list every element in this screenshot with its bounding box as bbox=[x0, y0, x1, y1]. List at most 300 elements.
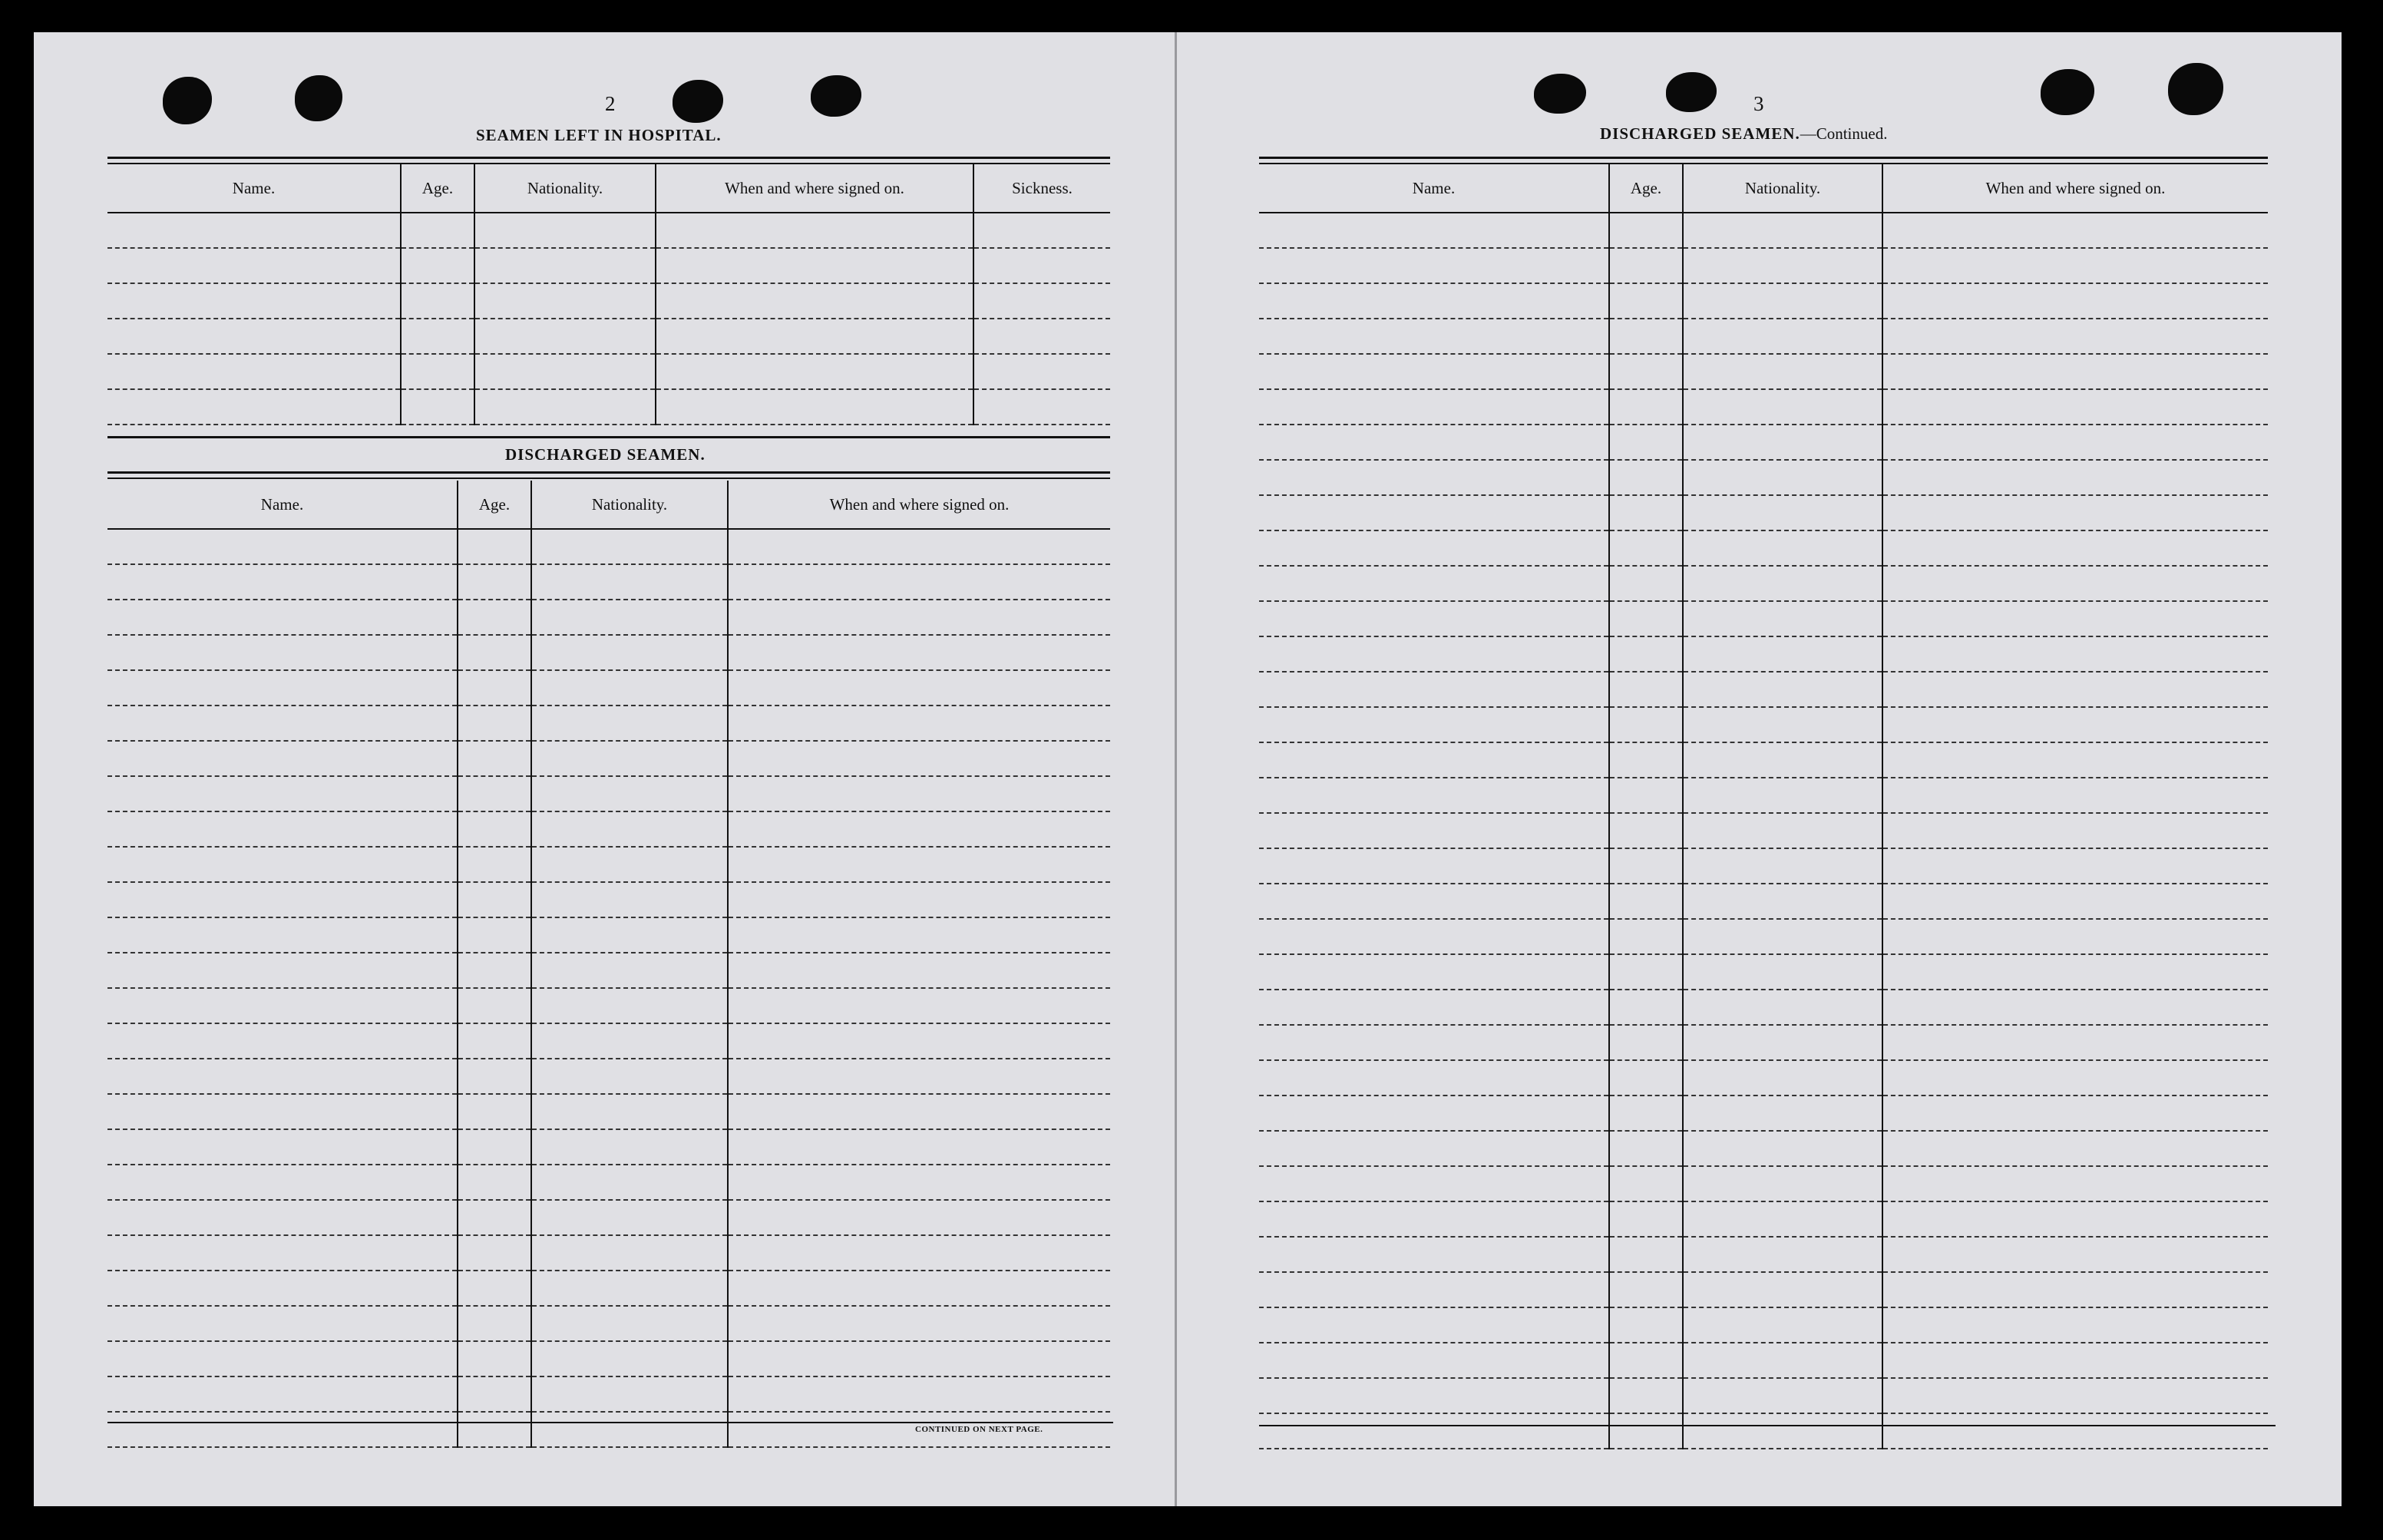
blank-entry-cell bbox=[1683, 248, 1882, 283]
blank-entry-cell bbox=[1259, 1131, 1609, 1166]
blank-entry-cell bbox=[1609, 1272, 1683, 1307]
blank-entry-cell bbox=[1882, 495, 2268, 530]
col-name: Name. bbox=[1259, 164, 1609, 213]
blank-entry-cell bbox=[531, 1094, 728, 1129]
table-row bbox=[107, 389, 1110, 425]
table-row bbox=[1259, 460, 2268, 495]
blank-entry-cell bbox=[1683, 389, 1882, 425]
blank-entry-cell bbox=[1609, 848, 1683, 884]
table-row bbox=[107, 1271, 1110, 1306]
table-row bbox=[107, 600, 1110, 635]
page-number: 3 bbox=[1753, 92, 1764, 115]
blank-entry-cell bbox=[1259, 248, 1609, 283]
blank-entry-cell bbox=[474, 389, 656, 425]
blank-entry-cell bbox=[728, 1376, 1110, 1412]
blank-entry-cell bbox=[656, 213, 973, 248]
blank-entry-cell bbox=[531, 1165, 728, 1200]
blank-entry-cell bbox=[107, 1023, 458, 1059]
blank-entry-cell bbox=[1259, 848, 1609, 884]
blank-entry-cell bbox=[1259, 354, 1609, 389]
blank-entry-cell bbox=[1609, 884, 1683, 919]
table-row bbox=[107, 564, 1110, 600]
blank-entry-cell bbox=[1259, 601, 1609, 636]
table-row bbox=[107, 882, 1110, 917]
blank-entry-cell bbox=[728, 1023, 1110, 1059]
blank-entry-cell bbox=[1683, 1025, 1882, 1060]
blank-entry-cell bbox=[107, 917, 458, 953]
blank-entry-cell bbox=[1259, 460, 1609, 495]
blank-entry-cell bbox=[728, 1306, 1110, 1341]
blank-entry-cell bbox=[1609, 283, 1683, 319]
blank-entry-cell bbox=[973, 389, 1110, 425]
blank-entry-cell bbox=[1683, 1307, 1882, 1343]
blank-entry-cell bbox=[1609, 1166, 1683, 1201]
blank-entry-cell bbox=[1882, 1378, 2268, 1413]
blank-entry-cell bbox=[531, 917, 728, 953]
blank-entry-cell bbox=[401, 248, 474, 283]
blank-entry-cell bbox=[1609, 495, 1683, 530]
blank-entry-cell bbox=[1609, 707, 1683, 742]
blank-entry-cell bbox=[1882, 566, 2268, 601]
section-rule bbox=[107, 157, 1110, 159]
blank-entry-cell bbox=[474, 319, 656, 354]
blank-entry-cell bbox=[1683, 460, 1882, 495]
blank-entry-cell bbox=[1609, 636, 1683, 672]
blank-entry-cell bbox=[1683, 495, 1882, 530]
table-row bbox=[107, 847, 1110, 882]
table-row bbox=[107, 706, 1110, 741]
blank-entry-cell bbox=[531, 1235, 728, 1271]
blank-entry-cell bbox=[107, 1094, 458, 1129]
blank-entry-cell bbox=[458, 1023, 531, 1059]
blank-entry-cell bbox=[458, 1271, 531, 1306]
blank-entry-cell bbox=[458, 1165, 531, 1200]
blank-entry-cell bbox=[1259, 919, 1609, 954]
blank-entry-cell bbox=[1609, 778, 1683, 813]
blank-entry-cell bbox=[458, 953, 531, 988]
table-row bbox=[1259, 248, 2268, 283]
table-row bbox=[1259, 425, 2268, 460]
blank-entry-cell bbox=[1882, 1272, 2268, 1307]
blank-entry-cell bbox=[531, 741, 728, 776]
blank-entry-cell bbox=[107, 564, 458, 600]
table-row bbox=[1259, 707, 2268, 742]
blank-entry-cell bbox=[1683, 1378, 1882, 1413]
blank-entry-cell bbox=[1259, 990, 1609, 1025]
blank-entry-cell bbox=[1609, 672, 1683, 707]
blank-entry-cell bbox=[728, 1129, 1110, 1165]
blank-entry-cell bbox=[458, 776, 531, 811]
blank-entry-cell bbox=[458, 529, 531, 564]
blank-entry-cell bbox=[1259, 1166, 1609, 1201]
table-row bbox=[1259, 1413, 2268, 1449]
table-row bbox=[1259, 990, 2268, 1025]
blank-entry-cell bbox=[531, 1341, 728, 1376]
blank-entry-cell bbox=[1683, 1060, 1882, 1096]
blank-entry-cell bbox=[1609, 1131, 1683, 1166]
blank-entry-cell bbox=[458, 564, 531, 600]
blank-entry-cell bbox=[1882, 742, 2268, 778]
blank-entry-cell bbox=[973, 319, 1110, 354]
table-row bbox=[1259, 389, 2268, 425]
blank-entry-cell bbox=[1609, 1413, 1683, 1449]
blank-entry-cell bbox=[458, 917, 531, 953]
col-name: Name. bbox=[107, 164, 401, 213]
blank-entry-cell bbox=[531, 1200, 728, 1235]
blank-entry-cell bbox=[656, 354, 973, 389]
blank-entry-cell bbox=[728, 917, 1110, 953]
table-row bbox=[1259, 319, 2268, 354]
blank-entry-cell bbox=[107, 776, 458, 811]
blank-entry-cell bbox=[1259, 1060, 1609, 1096]
blank-entry-cell bbox=[458, 882, 531, 917]
blank-entry-cell bbox=[531, 670, 728, 706]
blank-entry-cell bbox=[1259, 425, 1609, 460]
blank-entry-cell bbox=[728, 1200, 1110, 1235]
table-row bbox=[107, 1129, 1110, 1165]
blank-entry-cell bbox=[107, 1235, 458, 1271]
blank-entry-cell bbox=[728, 953, 1110, 988]
blank-entry-cell bbox=[1882, 354, 2268, 389]
blank-entry-cell bbox=[1683, 954, 1882, 990]
table-row bbox=[107, 1059, 1110, 1094]
table-row bbox=[107, 1341, 1110, 1376]
table-row bbox=[1259, 566, 2268, 601]
blank-entry-cell bbox=[1259, 1413, 1609, 1449]
blank-entry-cell bbox=[1683, 813, 1882, 848]
blank-entry-cell bbox=[728, 1341, 1110, 1376]
blank-entry-cell bbox=[1683, 1201, 1882, 1237]
table-row bbox=[1259, 1237, 2268, 1272]
table-row bbox=[1259, 672, 2268, 707]
blank-entry-cell bbox=[1259, 778, 1609, 813]
blank-entry-cell bbox=[531, 600, 728, 635]
blank-entry-cell bbox=[1882, 248, 2268, 283]
blank-entry-cell bbox=[458, 1094, 531, 1129]
blank-entry-cell bbox=[458, 1412, 531, 1447]
blank-entry-cell bbox=[474, 248, 656, 283]
table-row bbox=[1259, 1201, 2268, 1237]
table-row bbox=[107, 213, 1110, 248]
blank-entry-cell bbox=[401, 389, 474, 425]
blank-entry-cell bbox=[1609, 319, 1683, 354]
blank-entry-cell bbox=[531, 706, 728, 741]
blank-entry-cell bbox=[107, 635, 458, 670]
section-rule bbox=[107, 436, 1110, 438]
blank-entry-cell bbox=[1882, 672, 2268, 707]
table-row bbox=[1259, 354, 2268, 389]
blank-entry-cell bbox=[728, 776, 1110, 811]
table-row bbox=[107, 1094, 1110, 1129]
table-row bbox=[107, 1376, 1110, 1412]
blank-entry-cell bbox=[656, 283, 973, 319]
blank-entry-cell bbox=[1882, 707, 2268, 742]
blank-entry-cell bbox=[1683, 1272, 1882, 1307]
blank-entry-cell bbox=[531, 1023, 728, 1059]
blank-entry-cell bbox=[531, 1306, 728, 1341]
table-row bbox=[107, 811, 1110, 847]
col-signed-on: When and where signed on. bbox=[656, 164, 973, 213]
col-nationality: Nationality. bbox=[1683, 164, 1882, 213]
table-row bbox=[107, 776, 1110, 811]
blank-entry-cell bbox=[458, 1376, 531, 1412]
blank-entry-cell bbox=[728, 706, 1110, 741]
blank-entry-cell bbox=[1609, 954, 1683, 990]
blank-entry-cell bbox=[728, 1165, 1110, 1200]
section-rule bbox=[107, 478, 1110, 479]
blank-entry-cell bbox=[107, 988, 458, 1023]
table-row bbox=[1259, 954, 2268, 990]
page-fold bbox=[1175, 32, 1177, 1506]
section-rule bbox=[1259, 157, 2268, 159]
table-row bbox=[1259, 1343, 2268, 1378]
blank-entry-cell bbox=[728, 847, 1110, 882]
blank-entry-cell bbox=[107, 882, 458, 917]
blank-entry-cell bbox=[474, 213, 656, 248]
col-age: Age. bbox=[1609, 164, 1683, 213]
blank-entry-cell bbox=[401, 354, 474, 389]
blank-entry-cell bbox=[656, 389, 973, 425]
blank-entry-cell bbox=[1609, 1343, 1683, 1378]
blank-entry-cell bbox=[107, 1412, 458, 1447]
blank-entry-cell bbox=[1882, 1131, 2268, 1166]
table-row bbox=[1259, 213, 2268, 248]
blank-entry-cell bbox=[1609, 919, 1683, 954]
blank-entry-cell bbox=[1683, 848, 1882, 884]
col-nationality: Nationality. bbox=[531, 481, 728, 529]
table-row bbox=[107, 635, 1110, 670]
table-row bbox=[107, 319, 1110, 354]
table-row bbox=[107, 953, 1110, 988]
blank-entry-cell bbox=[1882, 1307, 2268, 1343]
blank-entry-cell bbox=[531, 635, 728, 670]
blank-entry-cell bbox=[1882, 1166, 2268, 1201]
blank-entry-cell bbox=[458, 847, 531, 882]
blank-entry-cell bbox=[107, 847, 458, 882]
blank-entry-cell bbox=[107, 213, 401, 248]
blank-entry-cell bbox=[1683, 636, 1882, 672]
blank-entry-cell bbox=[1259, 283, 1609, 319]
blank-entry-cell bbox=[1259, 1378, 1609, 1413]
col-signed-on: When and where signed on. bbox=[1882, 164, 2268, 213]
blank-entry-cell bbox=[401, 283, 474, 319]
blank-entry-cell bbox=[1609, 990, 1683, 1025]
blank-entry-cell bbox=[728, 600, 1110, 635]
table-row bbox=[1259, 601, 2268, 636]
blank-entry-cell bbox=[728, 882, 1110, 917]
blank-entry-cell bbox=[728, 529, 1110, 564]
blank-entry-cell bbox=[656, 248, 973, 283]
blank-entry-cell bbox=[1259, 1307, 1609, 1343]
hospital-table bbox=[107, 164, 1110, 425]
blank-entry-cell bbox=[728, 988, 1110, 1023]
blank-entry-cell bbox=[1609, 742, 1683, 778]
blank-entry-cell bbox=[1683, 1237, 1882, 1272]
blank-entry-cell bbox=[1259, 1343, 1609, 1378]
blank-entry-cell bbox=[1259, 1096, 1609, 1131]
table-row bbox=[107, 283, 1110, 319]
blank-entry-cell bbox=[1882, 1237, 2268, 1272]
blank-entry-cell bbox=[1259, 213, 1609, 248]
blank-entry-cell bbox=[1882, 954, 2268, 990]
blank-entry-cell bbox=[1683, 319, 1882, 354]
blank-entry-cell bbox=[458, 811, 531, 847]
blank-entry-cell bbox=[728, 1271, 1110, 1306]
blank-entry-cell bbox=[656, 319, 973, 354]
blank-entry-cell bbox=[1609, 1237, 1683, 1272]
col-signed-on: When and where signed on. bbox=[728, 481, 1110, 529]
table-row bbox=[1259, 530, 2268, 566]
blank-entry-cell bbox=[1683, 601, 1882, 636]
blank-entry-cell bbox=[107, 600, 458, 635]
blank-entry-cell bbox=[1259, 742, 1609, 778]
table-row bbox=[107, 248, 1110, 283]
table-row bbox=[1259, 495, 2268, 530]
blank-entry-cell bbox=[1609, 389, 1683, 425]
blank-entry-cell bbox=[107, 529, 458, 564]
table-row bbox=[107, 1165, 1110, 1200]
table-row bbox=[107, 741, 1110, 776]
blank-entry-cell bbox=[107, 811, 458, 847]
blank-entry-cell bbox=[107, 1129, 458, 1165]
blank-entry-cell bbox=[107, 1341, 458, 1376]
blank-entry-cell bbox=[1609, 248, 1683, 283]
blank-entry-cell bbox=[1609, 1096, 1683, 1131]
blank-entry-cell bbox=[728, 1235, 1110, 1271]
blank-entry-cell bbox=[531, 1376, 728, 1412]
table-row bbox=[1259, 813, 2268, 848]
blank-entry-cell bbox=[1259, 813, 1609, 848]
blank-entry-cell bbox=[107, 1165, 458, 1200]
section-rule bbox=[107, 471, 1110, 474]
blank-entry-cell bbox=[728, 741, 1110, 776]
table-row bbox=[1259, 778, 2268, 813]
blank-entry-cell bbox=[1609, 1060, 1683, 1096]
blank-entry-cell bbox=[107, 1200, 458, 1235]
blank-entry-cell bbox=[1683, 530, 1882, 566]
blank-entry-cell bbox=[474, 354, 656, 389]
blank-entry-cell bbox=[1882, 848, 2268, 884]
table-row bbox=[1259, 742, 2268, 778]
blank-entry-cell bbox=[1683, 1413, 1882, 1449]
blank-entry-cell bbox=[1683, 1343, 1882, 1378]
blank-entry-cell bbox=[1609, 1378, 1683, 1413]
blank-entry-cell bbox=[1609, 213, 1683, 248]
blank-entry-cell bbox=[1683, 884, 1882, 919]
blank-entry-cell bbox=[531, 1271, 728, 1306]
table-row bbox=[1259, 1378, 2268, 1413]
blank-entry-cell bbox=[1259, 954, 1609, 990]
blank-entry-cell bbox=[1259, 636, 1609, 672]
blank-entry-cell bbox=[728, 564, 1110, 600]
blank-entry-cell bbox=[1882, 1343, 2268, 1378]
blank-entry-cell bbox=[107, 319, 401, 354]
table-row bbox=[107, 988, 1110, 1023]
blank-entry-cell bbox=[458, 1200, 531, 1235]
discharged-continued-title: DISCHARGED SEAMEN.—Continued. bbox=[1600, 124, 1888, 143]
table-row bbox=[107, 529, 1110, 564]
blank-entry-cell bbox=[1683, 425, 1882, 460]
table-row bbox=[1259, 1166, 2268, 1201]
col-name: Name. bbox=[107, 481, 458, 529]
blank-entry-cell bbox=[1882, 1096, 2268, 1131]
blank-entry-cell bbox=[1609, 460, 1683, 495]
table-row bbox=[107, 917, 1110, 953]
table-row bbox=[107, 1235, 1110, 1271]
blank-entry-cell bbox=[531, 776, 728, 811]
blank-entry-cell bbox=[1609, 566, 1683, 601]
table-row bbox=[1259, 1096, 2268, 1131]
blank-entry-cell bbox=[1259, 530, 1609, 566]
page-number: 2 bbox=[605, 92, 616, 115]
footer-rule bbox=[107, 1422, 1113, 1423]
blank-entry-cell bbox=[1882, 990, 2268, 1025]
blank-entry-cell bbox=[1882, 460, 2268, 495]
blank-entry-cell bbox=[531, 1059, 728, 1094]
blank-entry-cell bbox=[1683, 990, 1882, 1025]
col-age: Age. bbox=[401, 164, 474, 213]
blank-entry-cell bbox=[728, 1094, 1110, 1129]
blank-entry-cell bbox=[1683, 707, 1882, 742]
blank-entry-cell bbox=[973, 283, 1110, 319]
table-row bbox=[1259, 636, 2268, 672]
blank-entry-cell bbox=[1882, 884, 2268, 919]
blank-entry-cell bbox=[1882, 1201, 2268, 1237]
blank-entry-cell bbox=[107, 283, 401, 319]
blank-entry-cell bbox=[1609, 601, 1683, 636]
blank-entry-cell bbox=[728, 635, 1110, 670]
blank-entry-cell bbox=[1259, 884, 1609, 919]
table-row bbox=[107, 1306, 1110, 1341]
blank-entry-cell bbox=[973, 213, 1110, 248]
table-row bbox=[1259, 1025, 2268, 1060]
blank-entry-cell bbox=[1683, 283, 1882, 319]
blank-entry-cell bbox=[1609, 1307, 1683, 1343]
blank-entry-cell bbox=[1882, 813, 2268, 848]
table-row bbox=[1259, 848, 2268, 884]
table-row bbox=[1259, 1060, 2268, 1096]
hospital-section-title: SEAMEN LEFT IN HOSPITAL. bbox=[476, 126, 722, 144]
blank-entry-cell bbox=[107, 1376, 458, 1412]
discharged-section-title: DISCHARGED SEAMEN. bbox=[505, 445, 706, 464]
blank-entry-cell bbox=[107, 670, 458, 706]
col-nationality: Nationality. bbox=[474, 164, 656, 213]
blank-entry-cell bbox=[1882, 778, 2268, 813]
blank-entry-cell bbox=[458, 988, 531, 1023]
blank-entry-cell bbox=[1683, 354, 1882, 389]
discharged-continued-table bbox=[1259, 164, 2268, 1449]
table-row bbox=[1259, 1307, 2268, 1343]
discharged-table bbox=[107, 481, 1110, 1448]
table-row bbox=[107, 354, 1110, 389]
blank-entry-cell bbox=[1882, 919, 2268, 954]
blank-entry-cell bbox=[531, 529, 728, 564]
table-row bbox=[107, 1200, 1110, 1235]
blank-entry-cell bbox=[458, 635, 531, 670]
blank-entry-cell bbox=[531, 847, 728, 882]
blank-entry-cell bbox=[1259, 672, 1609, 707]
blank-entry-cell bbox=[458, 1341, 531, 1376]
blank-entry-cell bbox=[1683, 566, 1882, 601]
blank-entry-cell bbox=[107, 248, 401, 283]
blank-entry-cell bbox=[1683, 213, 1882, 248]
blank-entry-cell bbox=[458, 1129, 531, 1165]
blank-entry-cell bbox=[1259, 566, 1609, 601]
blank-entry-cell bbox=[531, 988, 728, 1023]
table-row bbox=[1259, 283, 2268, 319]
blank-entry-cell bbox=[1683, 742, 1882, 778]
blank-entry-cell bbox=[1259, 495, 1609, 530]
